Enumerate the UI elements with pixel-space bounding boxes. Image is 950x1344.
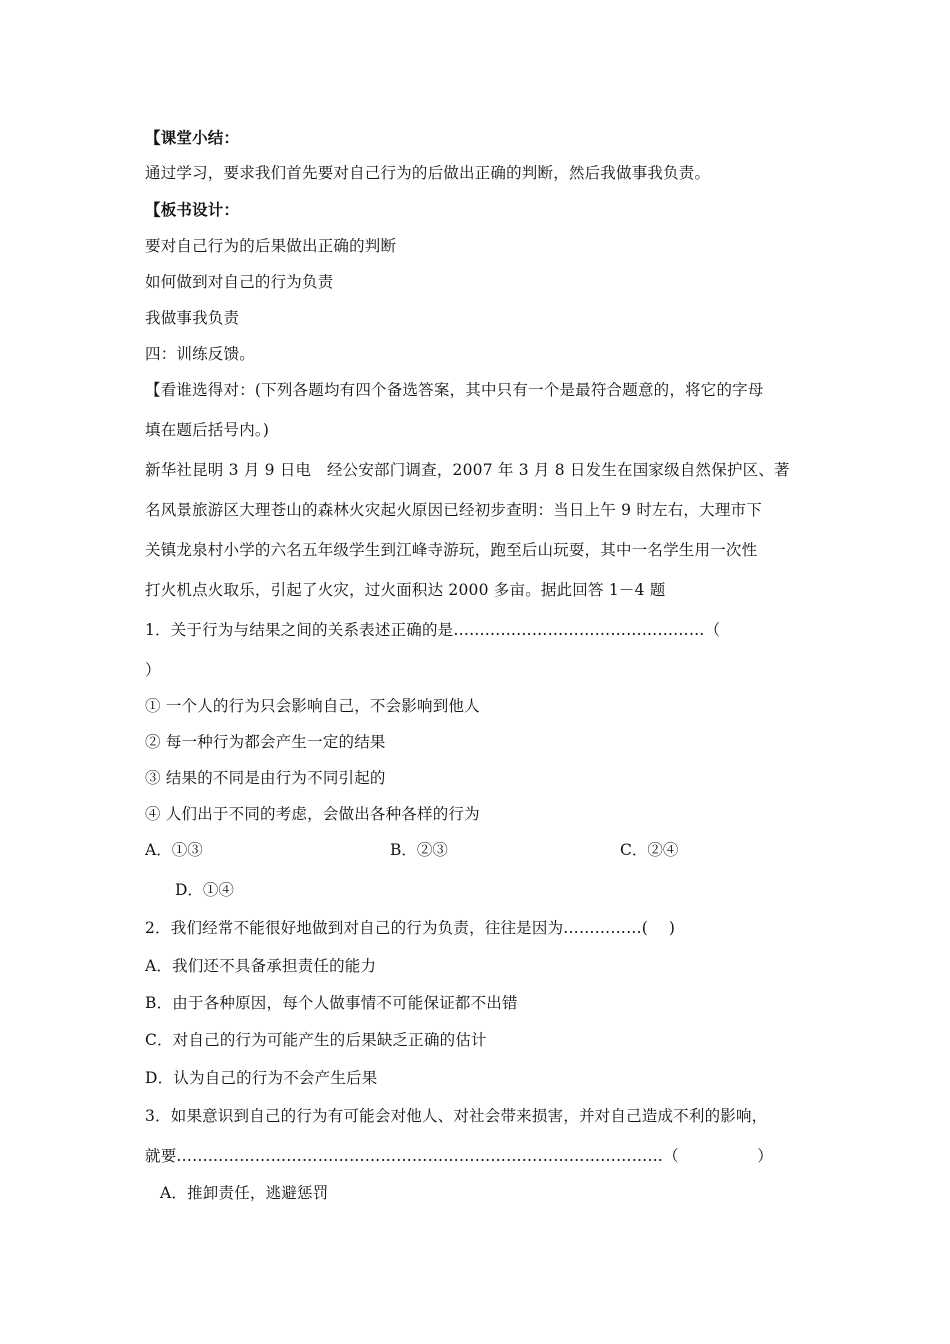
board-line-1: 要对自己行为的后果做出正确的判断 xyxy=(145,237,397,255)
question-1-option-c: C．②④ xyxy=(620,841,679,859)
instructions-line-2: 填在题后括号内。) xyxy=(145,421,270,439)
news-line-1: 新华社昆明 3 月 9 日电 经公安部门调查，2007 年 3 月 8 日发生在国家级自然保护区、著 xyxy=(145,461,790,479)
question-2-option-c: C．对自己的行为可能产生的后果缺乏正确的估计 xyxy=(145,1031,487,1049)
summary-heading: 【课堂小结： xyxy=(145,128,240,147)
question-1-option-d: D．①④ xyxy=(175,881,234,899)
question-1-paren: ） xyxy=(145,661,161,679)
question-2-stem: 2．我们经常不能很好地做到对自己的行为负责，往往是因为……………( ) xyxy=(145,919,676,937)
question-3-stem-line-2: 就要…………………………………………………………………………………（ ） xyxy=(145,1147,774,1165)
board-line-2: 如何做到对自己的行为负责 xyxy=(145,273,334,291)
question-3-option-a: A．推卸责任，逃避惩罚 xyxy=(160,1184,329,1202)
question-1-stem: 1．关于行为与结果之间的关系表述正确的是…………………………………………（ xyxy=(145,621,721,639)
news-line-2: 名风景旅游区大理苍山的森林火灾起火原因已经初步查明：当日上午 9 时左右，大理市下 xyxy=(145,501,762,519)
summary-text: 通过学习，要求我们首先要对自己行为的后做出正确的判断，然后我做事我负责。 xyxy=(145,164,711,182)
question-2-option-b: B．由于各种原因，每个人做事情不可能保证都不出错 xyxy=(145,994,518,1012)
question-1-statement-2: ② 每一种行为都会产生一定的结果 xyxy=(145,733,386,751)
question-2-option-d: D．认为自己的行为不会产生后果 xyxy=(145,1069,378,1087)
section-heading: 四：训练反馈。 xyxy=(145,345,255,363)
question-1-statement-4: ④ 人们出于不同的考虑，会做出各种各样的行为 xyxy=(145,805,480,823)
question-2-option-a: A．我们还不具备承担责任的能力 xyxy=(145,957,377,975)
board-heading: 【板书设计： xyxy=(145,200,240,219)
board-line-3: 我做事我负责 xyxy=(145,309,240,327)
question-1-statement-3: ③ 结果的不同是由行为不同引起的 xyxy=(145,769,386,787)
news-line-4: 打火机点火取乐，引起了火灾，过火面积达 2000 多亩。据此回答 1－4 题 xyxy=(145,581,666,599)
question-1-statement-1: ① 一个人的行为只会影响自己，不会影响到他人 xyxy=(145,697,480,715)
news-line-3: 关镇龙泉村小学的六名五年级学生到江峰寺游玩，跑至后山玩耍，其中一名学生用一次性 xyxy=(145,541,758,559)
question-3-stem-line-1: 3．如果意识到自己的行为有可能会对他人、对社会带来损害，并对自己造成不利的影响， xyxy=(145,1107,768,1125)
question-1-option-b: B．②③ xyxy=(390,841,448,859)
instructions-line-1: 【看谁选得对：(下列各题均有四个备选答案，其中只有一个是最符合题意的，将它的字母 xyxy=(145,381,764,399)
question-1-option-a: A．①③ xyxy=(145,841,203,859)
